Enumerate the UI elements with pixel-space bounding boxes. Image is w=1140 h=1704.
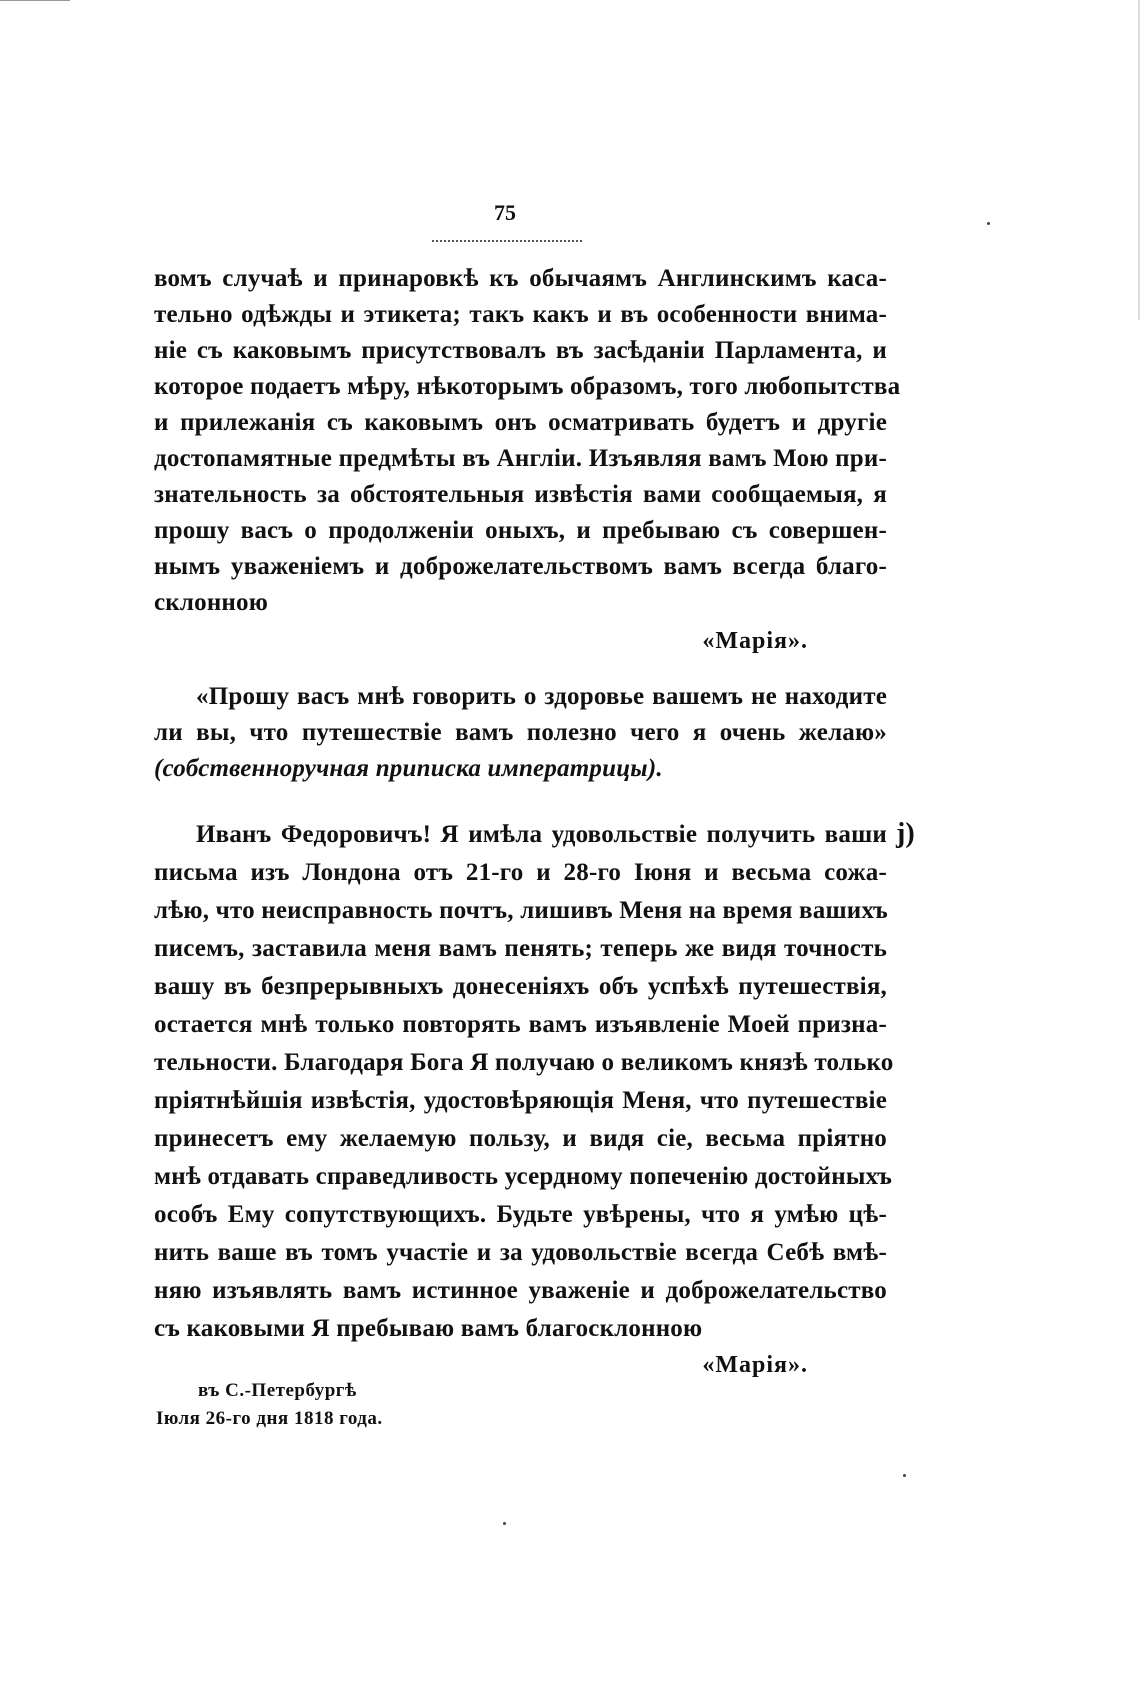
postscript-note: (собственноручная приписка императрицы). (154, 755, 663, 782)
text-line: нить ваше въ томъ участiе и за удовольствiе всегда Себѣ вмѣ- (154, 1239, 887, 1266)
text-line: вашу въ безпрерывныхъ донесенiяхъ объ успѣхѣ путешествiя, (154, 973, 887, 1000)
text-line: знательность за обстоятельныя извѣстiя вами сообщаемыя, я (154, 481, 887, 508)
text-line: и прилежанiя съ каковымъ онъ осматривать будетъ и другiе (154, 409, 887, 436)
margin-note: j) (896, 818, 915, 849)
page-number: 75 (494, 200, 516, 225)
scan-speck (503, 1522, 506, 1525)
text-line: остается мнѣ только повторять вамъ изъявленiе Моей призна- (154, 1011, 887, 1038)
text-line: тельно одѣжды и этикета; такъ какъ и въ особенности внима- (154, 301, 887, 328)
text-line: которое подаетъ мѣру, нѣкоторымъ образомъ, того любопытства (154, 373, 901, 400)
text-line: особъ Ему сопутствующихъ. Будьте увѣрены, что я умѣю цѣ- (154, 1201, 887, 1228)
text-line: нiе съ каковымъ присутствовалъ въ засѣданiи Парламента, и (154, 337, 887, 364)
text-line: прошу васъ о продолженiи оныхъ, и пребываю съ совершен- (154, 517, 887, 544)
postscript-line: ли вы, что путешествiе вамъ полезно чего я очень желаю» (154, 719, 887, 746)
text-line: няю изъявлять вамъ истинное уваженiе и доброжелательство (154, 1277, 887, 1304)
text-line: прiятнѣйшiя извѣстiя, удостовѣряющiя Меня, что путешествiе (154, 1087, 887, 1114)
text-line: писемъ, заставила меня вамъ пенять; теперь же видя точность (154, 935, 887, 962)
text-line: тельности. Благодаря Бога Я получаю о великомъ князѣ только (154, 1049, 894, 1076)
date-line: Iюля 26-го дня 1818 года. (156, 1408, 383, 1429)
text-line: склонною (154, 589, 269, 616)
text-line: съ каковыми Я пребываю вамъ благосклонною (154, 1315, 703, 1342)
place-line: въ С.-Петербургѣ (198, 1380, 357, 1401)
text-line: мнѣ отдавать справедливость усердному попеченiю достойныхъ (154, 1163, 893, 1190)
scan-speck (987, 222, 990, 225)
text-line: письма изъ Лондона отъ 21-го и 28-го Iюня и весьма сожа- (154, 859, 887, 886)
scan-edge-rule (0, 0, 70, 1)
text-line: принесетъ ему желаемую пользу, и видя сiе, весьма прiятно (154, 1125, 887, 1152)
text-line: вомъ случаѣ и принаровкѣ къ обычаямъ Англинскимъ каса- (154, 265, 887, 292)
text-line: нымъ уваженiемъ и доброжелательствомъ вамъ всегда благо- (154, 553, 887, 580)
header-ornament (432, 232, 582, 242)
text-line: Иванъ Федоровичъ! Я имѣла удовольствiе получить ваши (196, 821, 887, 848)
signature-maria: «Марiя». (702, 628, 808, 654)
text-line: достопамятные предмѣты въ Англiи. Изъявляя вамъ Мою при- (154, 445, 887, 472)
signature-maria: «Марiя». (702, 1352, 808, 1378)
postscript-line: «Прошу васъ мнѣ говорить о здоровье вашемъ не находите (196, 683, 887, 710)
scan-speck (903, 1474, 906, 1477)
text-line: лѣю, что неисправность почтъ, лишивъ Меня на время вашихъ (154, 897, 888, 924)
